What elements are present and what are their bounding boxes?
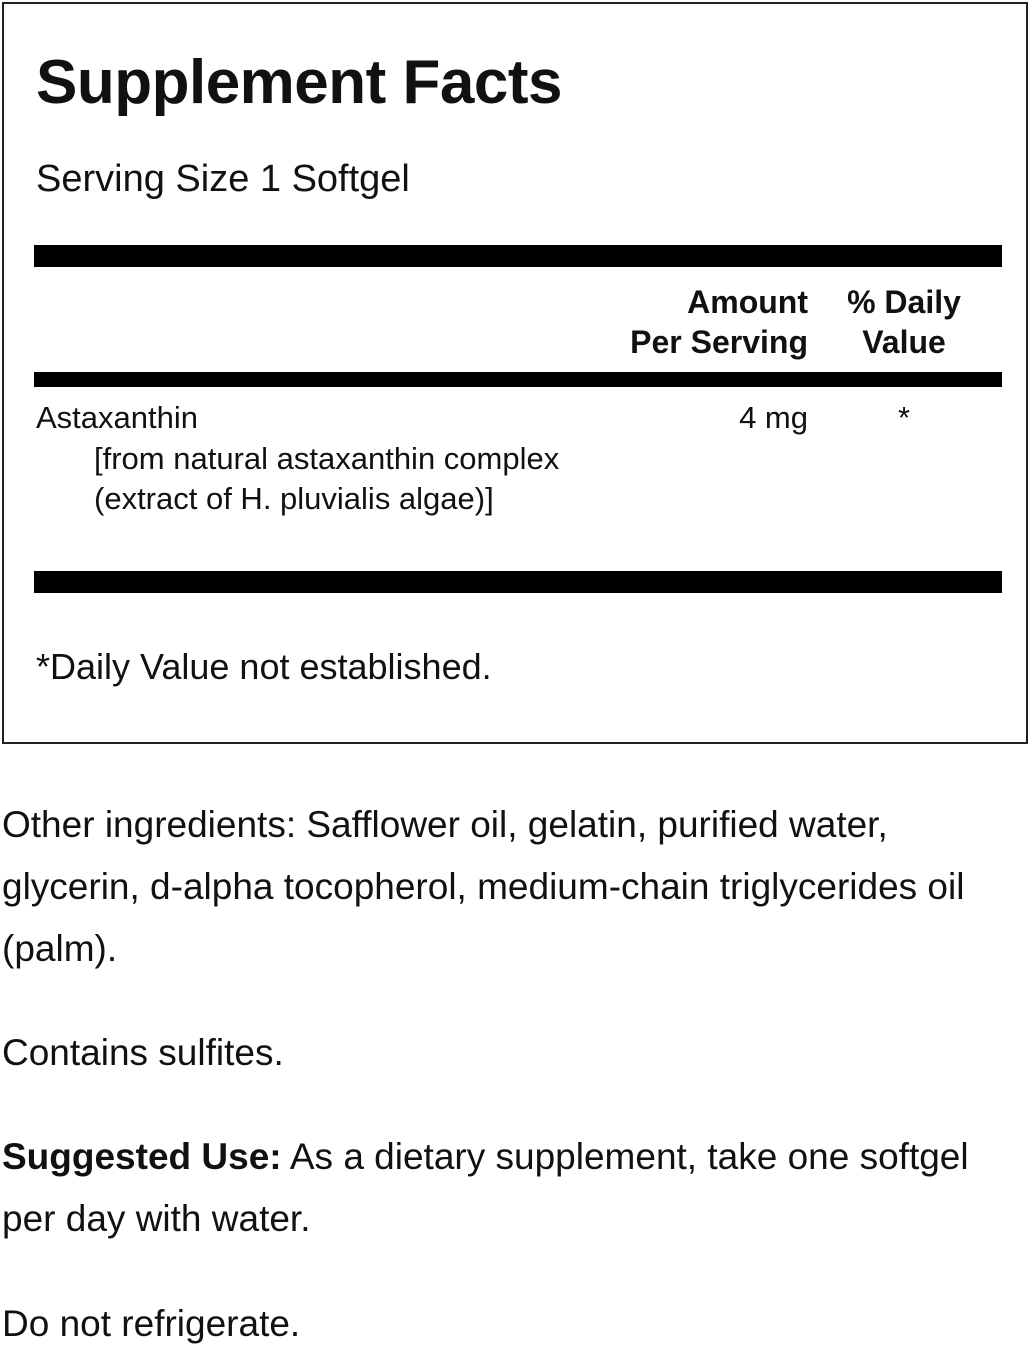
storage-instruction: Do not refrigerate. xyxy=(2,1303,301,1344)
serving-size: Serving Size 1 Softgel xyxy=(36,158,410,200)
amount-per-serving-header xyxy=(564,282,808,362)
dv-header-line2: Value xyxy=(862,324,946,360)
amount-header-line2: Per Serving xyxy=(630,324,808,360)
suggested-use-text: As a dietary supplement, take one softgel per day with water. xyxy=(2,1136,969,1239)
daily-value-header xyxy=(834,282,974,362)
amount-header-line1: Amount xyxy=(687,284,808,320)
other-ingredients: Other ingredients: Safflower oil, gelatin, purified water, glycerin, d-alpha tocopherol, medium-chain triglycerides oil (palm). xyxy=(2,804,965,969)
thick-divider xyxy=(34,245,1002,267)
daily-value-footnote: *Daily Value not established. xyxy=(36,646,492,687)
ingredient-daily-value: * xyxy=(897,400,911,435)
suggested-use-label: Suggested Use: xyxy=(2,1136,282,1177)
ingredient-name: Astaxanthin xyxy=(36,400,198,435)
allergen-statement: Contains sulfites. xyxy=(2,1032,284,1073)
dv-header-line1: % Daily xyxy=(847,284,961,320)
ingredient-source: [from natural astaxanthin complex (extract of H. pluvialis algae)] xyxy=(94,441,560,516)
supplement-facts-panel xyxy=(2,2,1028,744)
suggested-use xyxy=(2,1126,1012,1250)
facts-title: Supplement Facts xyxy=(36,48,562,117)
thick-divider-bottom xyxy=(34,571,1002,593)
ingredient-amount: 4 mg xyxy=(739,400,808,435)
medium-divider xyxy=(34,372,1002,387)
